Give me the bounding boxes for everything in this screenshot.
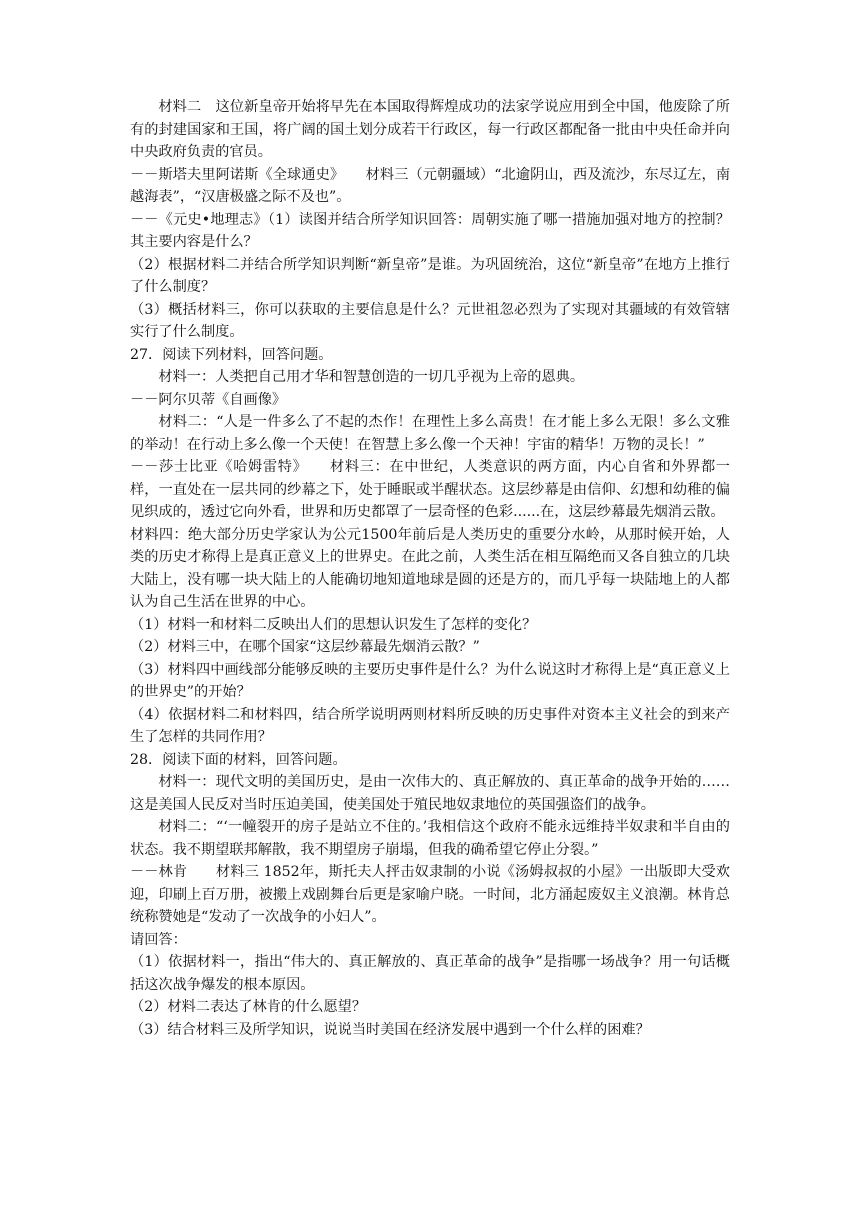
question-3: （3）概括材料三，你可以获取的主要信息是什么？元世祖忽必烈为了实现对其疆域的有效管辖实行了什么制度。 [130,301,730,340]
material-2-paragraph: 材料二 这位新皇帝开始将早先在本国取得辉煌成功的法家学说应用到全中国，他废除了所有的封建国家和王国，将广阔的国土划分成若干行政区，每一行政区都配备一批由中央任命并向中央政府负责的官员。 [130,99,730,160]
q27-question-2: （2）材料三中，在哪个国家“这层纱幕最先烟消云散？” [130,639,480,655]
q28-question-1: （1）依据材料一，指出“伟大的、真正解放的、真正革命的战争”是指哪一场战争？用一句话概括这次战争爆发的根本原因。 [130,954,730,993]
q27-material-2: 材料二：“人是一件多么了不起的杰作！在理性上多么高贵！在才能上多么无限！多么文雅的举动！在行动上多么像一个天使！在智慧上多么像一个天神！宇宙的精华！万物的灵长！” [130,414,730,453]
question-2: （2）根据材料二并结合所学知识判断“新皇帝”是谁。为巩固统治，这位“新皇帝”在地方上推行了什么制度？ [130,256,730,295]
question-28-heading: 28．阅读下面的材料，回答问题。 [130,751,347,768]
q27-question-4: （4）依据材料二和材料四，结合所学说明两则材料所反映的历史事件对资本主义社会的到来产生了怎样的共同作用？ [130,706,730,745]
q28-question-2: （2）材料二表达了林肯的什么愿望？ [130,999,367,1015]
q28-material-1: 材料一：现代文明的美国历史，是由一次伟大的、真正解放的、真正革命的战争开始的……这是美国人民反对当时压迫美国，使美国处于殖民地奴隶地位的英国强盗们的战争。 [130,774,730,813]
q28-source-and-material-3: －－林肯 材料三 1852年，斯托夫人抨击奴隶制的小说《汤姆叔叔的小屋》一出版即大受欢迎，印刷上百万册，被搬上戏剧舞台后更是家喻户晓。一时间，北方涌起废奴主义浪潮。林肯总统称赞她是“发动了一次战争的小妇人”。 [130,864,730,925]
q27-material-4: 材料四：绝大部分历史学家认为公元1500年前后是人类历史的重要分水岭，从那时候开始，人类的历史才称得上是真正意义上的世界史。在此之前，人类生活在相互隔绝而又各自独立的几块大陆上，没有哪一块大陆上的人能确切地知道地球是圆的还是方的，而几乎每一块陆地上的人都认为自己生活在世界的中心。 [130,526,730,610]
document-page [130,96,730,1041]
q27-source-1: －－阿尔贝蒂《自画像》 [130,391,287,408]
q27-question-1: （1）材料一和材料二反映出人们的思想认识发生了怎样的变化？ [130,616,537,633]
source-and-question-1: －－《元史•地理志》（1）读图并结合所学知识回答：周朝实施了哪一措施加强对地方的控制？其主要内容是什么？ [130,211,730,250]
q28-question-3: （3）结合材料三及所学知识，说说当时美国在经济发展中遇到一个什么样的困难？ [130,1021,650,1038]
question-27-heading: 27．阅读下列材料，回答问题。 [130,346,333,363]
q27-question-3: （3）材料四中画线部分能够反映的主要历史事件是什么？为什么说这时才称得上是“真正意义上的世界史”的开始？ [130,661,730,700]
q27-material-1: 材料一：人类把自己用才华和智慧创造的一切几乎视为上帝的恩典。 [158,369,585,385]
q27-source-2-and-material-3: －－莎士比亚《哈姆雷特》 材料三：在中世纪，人类意识的两方面，内心自省和外界都一样，一直处在一层共同的纱幕之下，处于睡眠或半醒状态。这层纱幕是由信仰、幻想和幼稚的偏见织成的，透过它向外看，世界和历史都罩了一层奇怪的色彩......在，这层纱幕最先烟消云散。 [130,459,730,520]
source-and-material-3: －－斯塔夫里阿诺斯《全球通史》 材料三（元朝疆域）“北逾阴山，西及流沙，东尽辽左，南越海表”，“汉唐极盛之际不及也”。 [130,166,731,205]
q28-answer-prompt: 请回答： [130,931,187,948]
q28-material-2: 材料二：“‘一幢裂开的房子是站立不住的。’我相信这个政府不能永远维持半奴隶和半自由的状态。我不期望联邦解散，我不期望房子崩塌，但我的确希望它停止分裂。” [130,819,730,858]
